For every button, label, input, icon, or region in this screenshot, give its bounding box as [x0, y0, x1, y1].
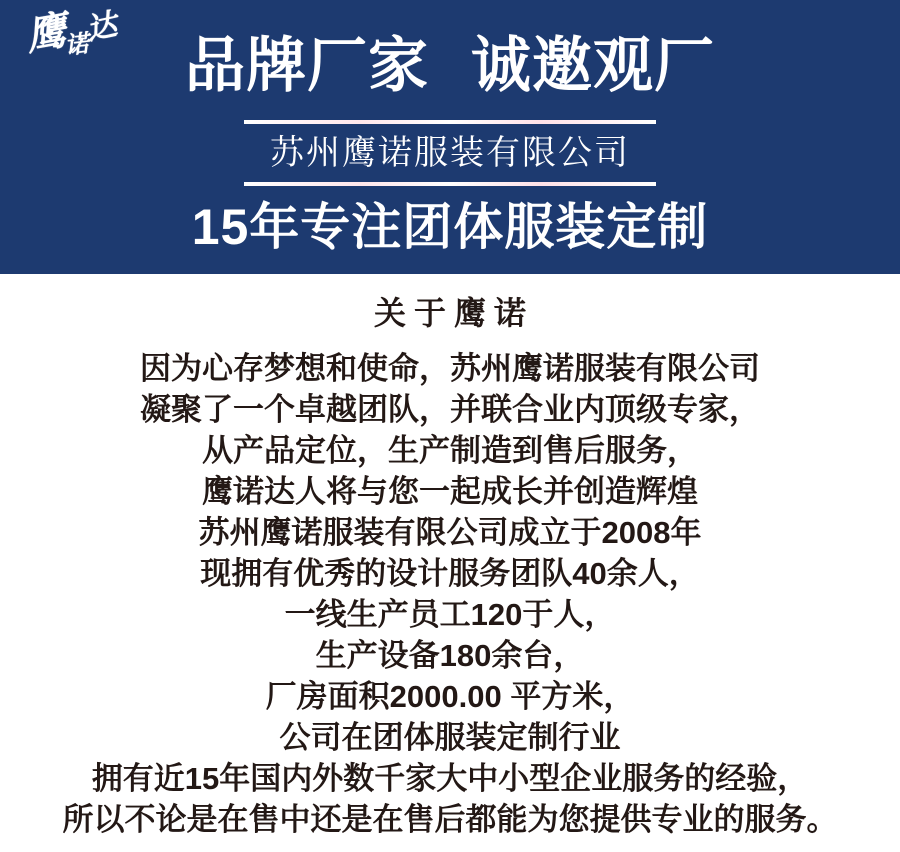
about-line: 因为心存梦想和使命，苏州鹰诺服装有限公司	[140, 351, 760, 386]
brand-logo	[22, 8, 120, 61]
about-line: 一线生产员工120于人，	[284, 597, 616, 632]
brand-logo-char-2: 诺	[63, 30, 91, 61]
divider-line-top	[244, 120, 656, 124]
main-slogan	[185, 32, 715, 99]
brand-logo-char-3: 达	[83, 8, 120, 47]
about-line: 公司在团体服装定制行业	[279, 720, 621, 755]
brand-logo-char-1: 鹰	[22, 8, 70, 59]
about-line: 现拥有优秀的设计服务团队40余人，	[200, 556, 700, 591]
about-heading: 关于鹰诺	[373, 295, 534, 331]
about-line: 苏州鹰诺服装有限公司成立于2008年	[198, 515, 702, 550]
about-line: 生产设备180余台，	[315, 638, 585, 673]
about-paragraph	[63, 348, 838, 840]
about-line: 拥有近15年国内外数千家大中小型企业服务的经验，	[91, 761, 809, 796]
about-line: 厂房面积2000.00 平方米，	[265, 679, 635, 714]
about-line: 鹰诺达人将与您一起成长并创造辉煌	[202, 474, 698, 509]
header-subtitle: 15年专注团体服装定制	[191, 199, 709, 255]
about-section	[0, 274, 900, 840]
company-name: 苏州鹰诺服装有限公司	[270, 134, 630, 172]
main-slogan-part-2: 诚邀观厂	[471, 32, 715, 99]
main-slogan-part-1: 品牌厂家	[185, 32, 429, 99]
about-line: 所以不论是在售中还是在售后都能为您提供专业的服务。	[62, 802, 838, 837]
about-line: 凝聚了一个卓越团队，并联合业内顶级专家，	[140, 392, 760, 427]
about-line: 从产品定位，生产制造到售后服务，	[202, 433, 698, 468]
divider-line-bottom	[244, 182, 656, 186]
header-banner	[0, 0, 900, 274]
